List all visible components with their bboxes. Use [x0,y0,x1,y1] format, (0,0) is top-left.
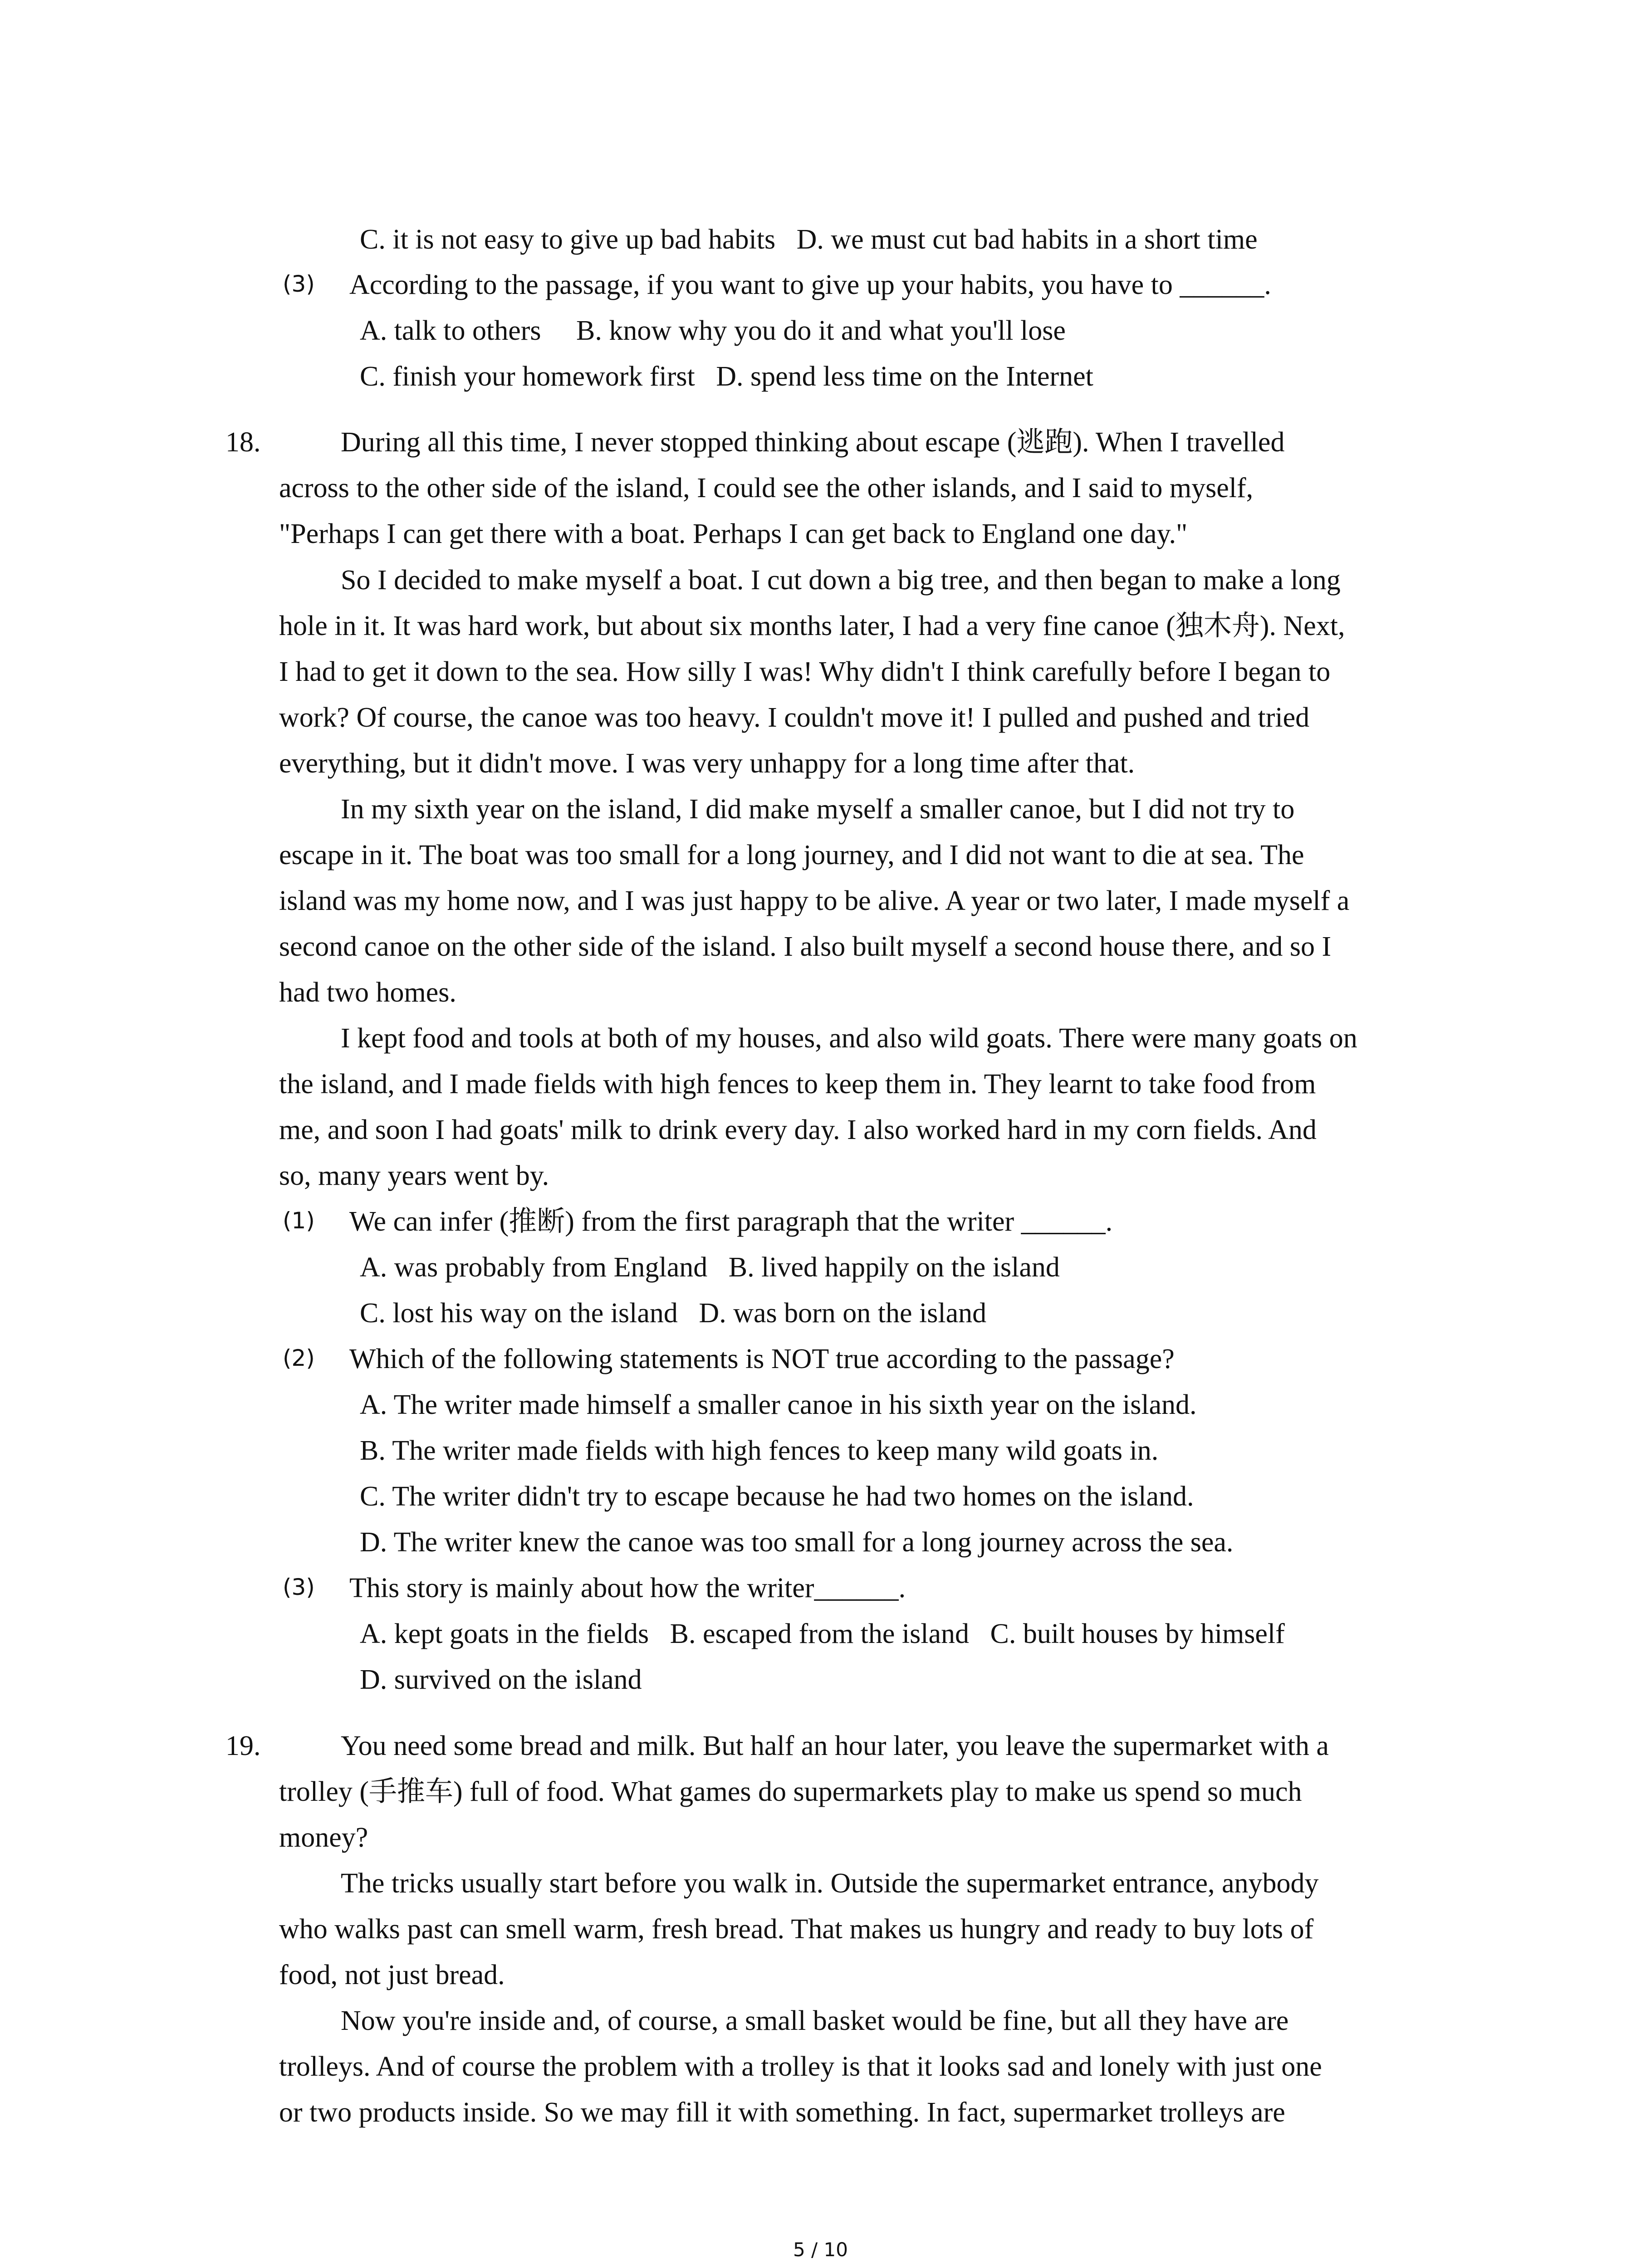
q18-p1-line1: During all this time, I never stopped thinking about escape (逃跑). When I travelled [341,427,1285,458]
q18-sub3-number: (3) [283,1574,315,1600]
q18-p3-line4: second canoe on the other side of the island. I also built myself a second house there, and so I [279,931,1332,962]
q18-sub2-option-b: B. The writer made fields with high fences to keep many wild goats in. [360,1435,1159,1466]
q19-p1-line3: money? [279,1822,368,1853]
q19-p2-line1: The tricks usually start before you walk in. Outside the supermarket entrance, anybody [341,1868,1319,1899]
q18-p3-line5: had two homes. [279,977,456,1008]
q18-p4-line2: the island, and I made fields with high fences to keep them in. They learnt to take food from [279,1069,1316,1100]
q17-sub3-option-cd: C. finish your homework first D. spend less time on the Internet [360,361,1093,392]
q18-p2-line5: everything, but it didn't move. I was very unhappy for a long time after that. [279,748,1135,779]
q18-sub2-option-a: A. The writer made himself a smaller canoe in his sixth year on the island. [360,1389,1197,1420]
q18-p2-line1: So I decided to make myself a boat. I cut down a big tree, and then began to make a long [341,565,1341,596]
q18-p1-line3: "Perhaps I can get there with a boat. Perhaps I can get back to England one day." [279,518,1188,549]
q18-number: 18. [225,427,261,458]
q19-p2-line2: who walks past can smell warm, fresh bread. That makes us hungry and ready to buy lots of [279,1914,1314,1945]
q18-sub2-number: (2) [283,1345,315,1371]
q19-number: 19. [225,1730,261,1761]
q18-p1-line2: across to the other side of the island, I could see the other islands, and I said to myself, [279,473,1254,503]
q19-p3-line2: trolleys. And of course the problem with a trolley is that it looks sad and lonely with just one [279,2051,1322,2082]
q18-sub1-question: We can infer (推断) from the first paragraph that the writer ______. [349,1206,1113,1237]
q18-p3-line1: In my sixth year on the island, I did make myself a smaller canoe, but I did not try to [341,794,1295,825]
q18-sub1-option-cd: C. lost his way on the island D. was born on the island [360,1298,987,1329]
q18-sub3-question: This story is mainly about how the writer______. [349,1573,906,1603]
q18-p3-line3: island was my home now, and I was just happy to be alive. A year or two later, I made myself a [279,885,1350,916]
q18-p2-line2: hole in it. It was hard work, but about six months later, I had a very fine canoe (独木舟). Next, [279,611,1345,641]
q18-sub2-option-c: C. The writer didn't try to escape because he had two homes on the island. [360,1481,1194,1512]
q19-p3-line1: Now you're inside and, of course, a small basket would be fine, but all they have are [341,2005,1289,2036]
q19-p1-line1: You need some bread and milk. But half an hour later, you leave the supermarket with a [341,1730,1329,1761]
q18-sub3-option-d: D. survived on the island [360,1664,642,1695]
q18-p2-line4: work? Of course, the canoe was too heavy. I couldn't move it! I pulled and pushed and tried [279,702,1310,733]
q18-p3-line2: escape in it. The boat was too small for a long journey, and I did not want to die at sea. The [279,840,1304,870]
q19-p3-line3: or two products inside. So we may fill it with something. In fact, supermarket trolleys are [279,2097,1285,2128]
q18-p4-line3: me, and soon I had goats' milk to drink every day. I also worked hard in my corn fields. And [279,1114,1317,1145]
q17-sub3-option-ab: A. talk to others B. know why you do it and what you'll lose [360,315,1066,346]
q18-p2-line3: I had to get it down to the sea. How silly I was! Why didn't I think carefully before I began to [279,656,1331,687]
q17-sub3-question: According to the passage, if you want to give up your habits, you have to ______. [349,269,1271,300]
q18-sub1-number: (1) [283,1207,315,1234]
q19-p2-line3: food, not just bread. [279,1960,505,1990]
q19-p1-line2: trolley (手推车) full of food. What games do supermarkets play to make us spend so much [279,1776,1302,1807]
q18-sub1-option-ab: A. was probably from England B. lived happily on the island [360,1252,1060,1283]
q18-sub3-option-abc: A. kept goats in the fields B. escaped from the island C. built houses by himself [360,1618,1285,1649]
q18-p4-line4: so, many years went by. [279,1160,549,1191]
q17-sub3-number: (3) [283,271,315,297]
q17-option-cd: C. it is not easy to give up bad habits D. we must cut bad habits in a short time [360,224,1258,255]
q18-sub2-option-d: D. The writer knew the canoe was too small for a long journey across the sea. [360,1527,1234,1558]
page-number: 5 / 10 [793,2239,848,2261]
q18-sub2-question: Which of the following statements is NOT true according to the passage? [349,1344,1175,1374]
q18-p4-line1: I kept food and tools at both of my houses, and also wild goats. There were many goats on [341,1023,1357,1054]
